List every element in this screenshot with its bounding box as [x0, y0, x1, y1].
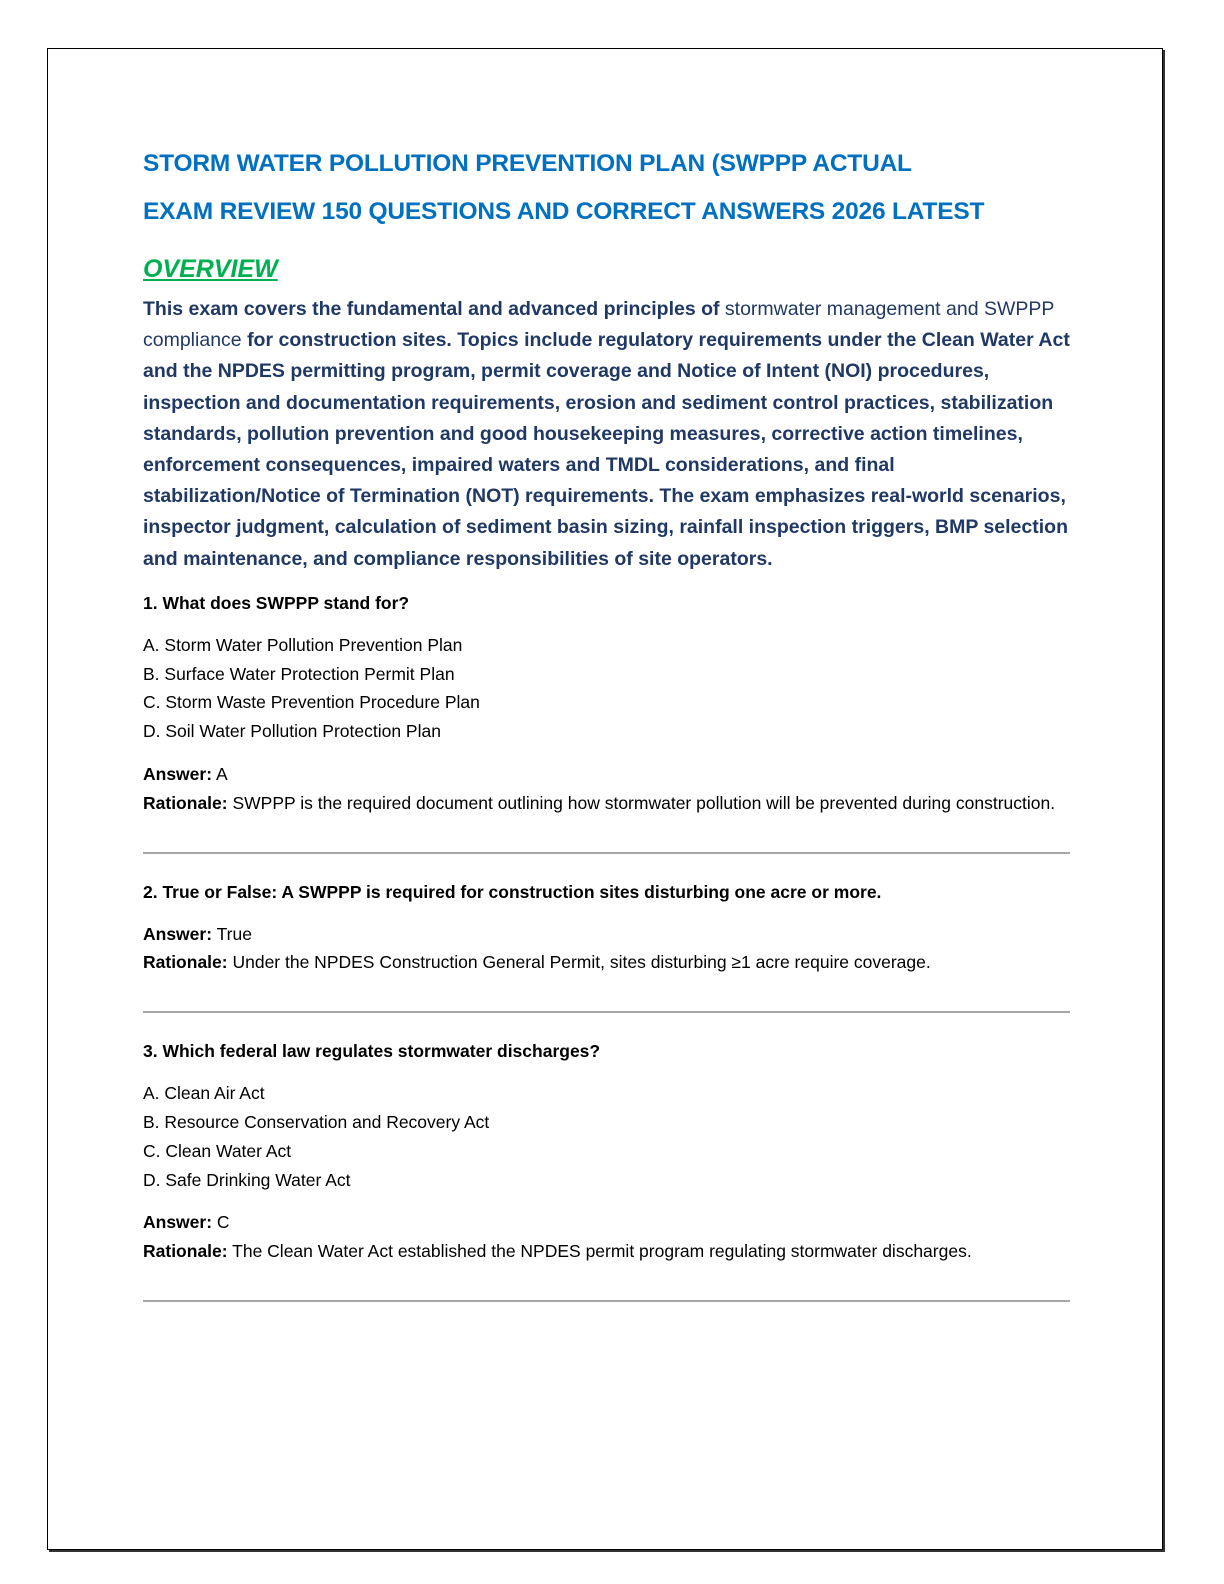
- rationale-label: Rationale:: [143, 1241, 228, 1262]
- section-divider: [143, 1011, 1070, 1013]
- option-c: C. Storm Waste Prevention Procedure Plan: [143, 692, 480, 713]
- rationale-line: [143, 1237, 1073, 1266]
- document-body: [143, 140, 1073, 1302]
- question-text: 2. True or False: A SWPPP is required for construction sites disturbing one acre or more.: [143, 881, 882, 902]
- option-c: C. Clean Water Act: [143, 1140, 292, 1161]
- option-d: D. Safe Drinking Water Act: [143, 1169, 351, 1190]
- overview-heading: OVERVIEW: [143, 255, 278, 283]
- document-title: [143, 140, 1073, 236]
- answer-options: [143, 1079, 1073, 1194]
- overview-segment-2: stormwater management and SWPPP compliance: [143, 298, 1055, 352]
- question-text: 3. Which federal law regulates stormwater discharges?: [143, 1041, 601, 1062]
- option-b: B. Resource Conservation and Recovery Act: [143, 1112, 490, 1132]
- rationale-text: Under the NPDES Construction General Permit, sites disturbing ≥1 acre require coverage.: [227, 952, 931, 973]
- answer-label: Answer:: [143, 764, 213, 785]
- answer-options: [143, 631, 1073, 746]
- question-1: [143, 589, 1073, 818]
- overview-segment-1: This exam covers the fundamental and advanced principles of: [143, 298, 720, 320]
- answer-label: Answer:: [143, 1212, 213, 1233]
- section-divider: [143, 1300, 1070, 1302]
- answer-value: C: [212, 1212, 230, 1233]
- rationale-text: The Clean Water Act established the NPDES permit program regulating stormwater discharges.: [227, 1241, 972, 1262]
- rationale-label: Rationale:: [143, 792, 228, 813]
- title-line-2: EXAM REVIEW 150 QUESTIONS AND CORRECT ANSWERS 2026 LATEST: [143, 198, 985, 225]
- answer-line: [143, 1208, 1073, 1237]
- question-2: [143, 878, 1073, 978]
- question-text: 1. What does SWPPP stand for?: [143, 592, 410, 613]
- option-b: B. Surface Water Protection Permit Plan: [143, 663, 455, 684]
- question-3: [143, 1037, 1073, 1266]
- rationale-line: [143, 948, 1073, 977]
- answer-line: [143, 760, 1073, 789]
- overview-segment-3: for construction sites. Topics include regulatory requirements under the Clean Water Act and the NPDES permitting program, permit coverage and Notice of Intent (NOI) procedures, inspection and documentation requirements, erosion and sediment control practices, stabilization standards, pollution prevention and good housekeeping measures, corrective action timelines, enforcement consequences, impaired waters and TMDL considerations, and final stabilization/Notice of Termination (NOT) requirements. The exam emphasizes real-world scenarios, inspector judgment, calculation of sediment basin sizing, rainfall inspection triggers, BMP selection and maintenance, and compliance responsibilities of site operators.: [143, 329, 1070, 570]
- rationale-text: SWPPP is the required document outlining how stormwater pollution will be prevented during construction.: [227, 792, 1056, 813]
- answer-label: Answer:: [143, 923, 213, 944]
- answer-value: A: [212, 764, 228, 785]
- overview-paragraph: [143, 294, 1073, 575]
- answer-value: True: [212, 923, 252, 944]
- title-line-1: STORM WATER POLLUTION PREVENTION PLAN (SWPPP ACTUAL: [143, 150, 912, 177]
- rationale-line: [143, 789, 1073, 818]
- option-d: D. Soil Water Pollution Protection Plan: [143, 721, 441, 742]
- option-a: A. Storm Water Pollution Prevention Plan: [143, 634, 463, 655]
- option-a: A. Clean Air Act: [143, 1083, 265, 1104]
- rationale-label: Rationale:: [143, 952, 228, 973]
- section-divider: [143, 852, 1070, 854]
- answer-line: [143, 920, 1073, 949]
